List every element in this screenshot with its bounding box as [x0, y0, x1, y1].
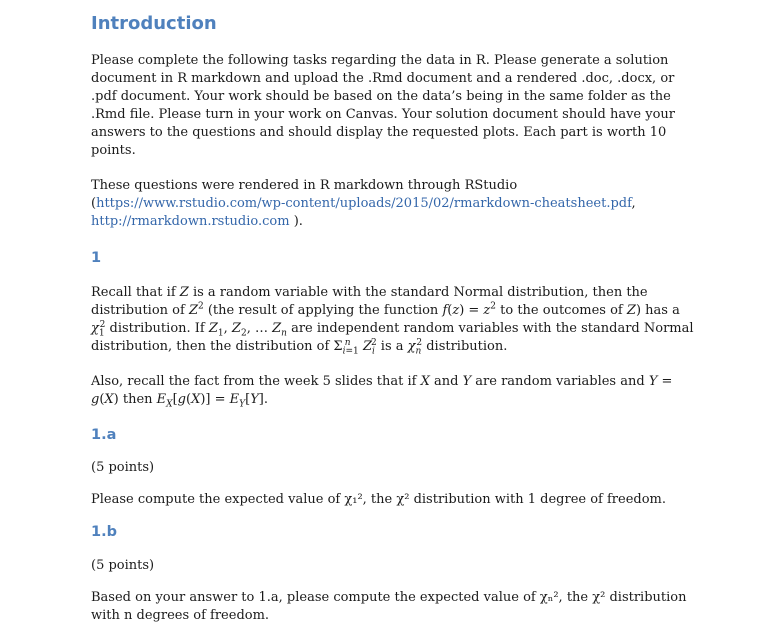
heading-1a: 1.a: [91, 427, 117, 443]
heading-1b: 1.b: [91, 524, 117, 540]
points-1b: [91, 557, 731, 575]
question-1b-line: with n degrees of freedom.: [91, 608, 270, 623]
also-line: Also, recall the fact from the week 5 slides that if X and Y are random variables and Y =: [91, 374, 673, 389]
heading-1: 1: [91, 250, 102, 266]
intro-paragraph: [91, 52, 731, 160]
intro-line: points.: [91, 143, 136, 158]
question-1a: [91, 491, 731, 509]
also-line: g(X) then $E_X[g(X)] = E_Y[Y]$.: [91, 392, 268, 410]
rendered-paragraph: [91, 177, 731, 231]
recall-paragraph: [91, 284, 731, 356]
intro-line: .Rmd file. Please turn in your work on Canvas. Your solution document should have your: [91, 107, 676, 122]
recall-line: distribution, then the distribution of $\Sigma_{i=1}^n$ $Z_i^2$ is a $\chi_n^2$ distribution.: [91, 337, 508, 357]
intro-line: .pdf document. Your work should be based on the data’s being in the same folder as the: [91, 89, 671, 104]
recall-line: distribution of $Z^2$ (the result of applying the function $f(z) = z^2$ to the outcomes of Z) has a: [91, 301, 680, 318]
points-1a: [91, 459, 731, 477]
intro-line: Please complete the following tasks regarding the data in R. Please generate a solution: [91, 53, 669, 68]
recall-line: $\chi_1^2$ distribution. If $Z_1$, $Z_2$, … $Z_n$ are independent random variables with the standard Normal: [91, 319, 694, 339]
points-1a-text: (5 points): [91, 460, 155, 475]
rmarkdown-link[interactable]: http://rmarkdown.rstudio.com: [91, 214, 290, 229]
intro-line: answers to the questions and should display the requested plots. Each part is worth 10: [91, 125, 667, 140]
question-1a-text: Please compute the expected value of χ₁², the χ² distribution with 1 degree of freedom.: [91, 492, 667, 507]
also-paragraph: [91, 373, 731, 409]
points-1b-text: (5 points): [91, 558, 155, 573]
heading-introduction: Introduction: [91, 13, 217, 34]
question-1b: [91, 589, 731, 625]
recall-line: Recall that if Z is a random variable with the standard Normal distribution, then the: [91, 285, 648, 300]
cheatsheet-link[interactable]: https://www.rstudio.com/wp-content/uploads/2015/02/rmarkdown-cheatsheet.pdf: [96, 196, 632, 211]
rendered-link-line-2: http://rmarkdown.rstudio.com ).: [91, 214, 303, 229]
question-1b-line: Based on your answer to 1.a, please compute the expected value of χₙ², the χ² distribution: [91, 590, 687, 605]
intro-line: document in R markdown and upload the .Rmd document and a rendered .doc, .docx, or: [91, 71, 675, 86]
rendered-line: These questions were rendered in R markdown through RStudio: [91, 178, 518, 193]
rendered-link-line: (https://www.rstudio.com/wp-content/uploads/2015/02/rmarkdown-cheatsheet.pdf,: [91, 196, 636, 211]
